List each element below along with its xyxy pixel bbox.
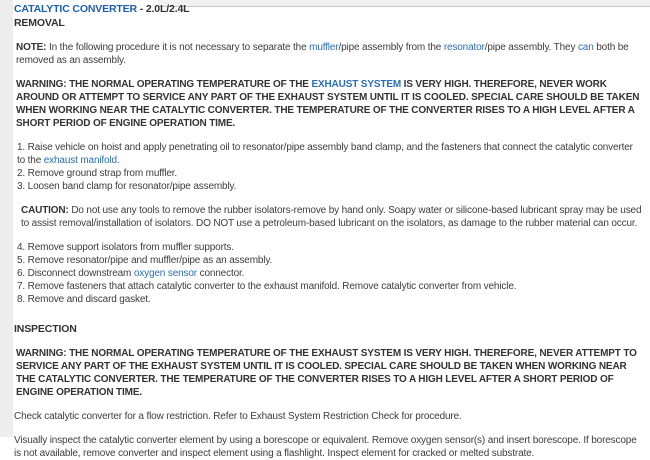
procedure-step-1 [14,141,642,167]
inline-link[interactable]: EXHAUST SYSTEM [311,79,402,90]
inline-link[interactable]: oxygen sensor [133,268,197,279]
text-run: WARNING: THE NORMAL OPERATING TEMPERATURE OF THE [16,79,312,90]
text-run: 3. Loosen band clamp for resonator/pipe assembly. [17,181,237,192]
text-run: /pipe assembly. They [484,42,578,53]
text-run: both be removed as an assembly. [16,42,629,66]
text-run: 2. Remove ground strap from muffler. [17,168,178,179]
text-run: 4. Remove support isolators from muffler supports. [17,242,234,253]
catalytic-converter-title-link[interactable]: CATALYTIC CONVERTER [14,3,137,15]
procedure-step-5 [14,254,642,267]
text-run: 5. Remove resonator/pipe and muffler/pipe as an assembly. [17,255,273,266]
text-run: connector. [196,268,245,279]
section-heading-inspection: INSPECTION [14,323,77,335]
inspection-warning-paragraph [14,347,642,399]
text-run: 1. Raise vehicle on hoist and apply penetrating oil to resonator/pipe assembly band clamp, and the fasteners that connect the catalytic converter to the [17,142,633,166]
removal-warning-paragraph [14,78,642,130]
inline-link[interactable]: exhaust manifold. [43,155,120,166]
text-run: IS VERY HIGH. THEREFORE, NEVER WORK AROUND OR ATTEMPT TO SERVICE ANY PART OF THE EXHAUST SYSTEM UNTIL IT IS COOLED. SPECIAL CARE SHOULD BE TAKEN WHEN WORKING NEAR THE CATALYTIC CONVERTER. THE TEMPERATURE OF THE CONVERTER RISES TO A HIGH LEVEL AFTER A SHORT PERIOD OF ENGINE OPERATION TIME. [16,79,640,129]
text-run: CAUTION: [21,205,69,216]
text-run: 7. Remove fasteners that attach catalytic converter to the exhaust manifold. Remove catalytic converter from vehicle. [17,281,517,292]
visual-inspection-paragraph [14,434,642,460]
inline-link[interactable]: can [577,42,594,53]
removal-steps-4-8 [14,241,642,306]
title-engine-suffix: - 2.0L/2.4L [136,3,190,15]
manual-page-content [14,2,642,460]
flow-restriction-paragraph [14,410,642,423]
inline-link[interactable]: resonator [443,42,485,53]
text-run: Visually inspect the catalytic converter element by using a borescope or equivalent. Remove oxygen sensor(s) and insert borescope. If borescope is not available, remove converter and inspect element using a flashlight. Inspect element for cracked or melted substrate. [14,435,637,459]
text-run: /pipe assembly from the [338,42,444,53]
text-run: Check catalytic converter for a flow restriction. Refer to Exhaust System Restriction Check for procedure. [14,411,462,422]
note-paragraph [14,41,642,67]
text-run: Do not use any tools to remove the rubber isolators-remove by hand only. Soapy water or silicone-based lubricant spray may be used to assist removal/installation of isolators. DO NOT use a petroleum-based lubricant on the isolators, as damage to the rubber material can occur. [21,205,642,229]
text-run: WARNING: THE NORMAL OPERATING TEMPERATURE OF THE EXHAUST SYSTEM IS VERY HIGH. THEREFORE, NEVER ATTEMPT TO SERVICE ANY PART OF THE EXHAUST SYSTEM UNTIL IT IS COOLED. SPECIAL CARE SHOULD BE TAKEN WHEN WORKING NEAR THE CATALYTIC CONVERTER. THE TEMPERATURE OF THE CONVERTER RISES TO A HIGH LEVEL AFTER A SHORT PERIOD OF ENGINE OPERATION TIME. [16,348,637,398]
text-run: In the following procedure it is not necessary to separate the [46,42,310,53]
text-run: NOTE: [16,42,47,53]
text-run: 8. Remove and discard gasket. [17,294,151,305]
procedure-step-6 [14,267,642,280]
text-run: 6. Disconnect downstream [17,268,134,279]
procedure-step-8 [14,293,642,306]
page-title [14,2,642,16]
procedure-step-3 [14,180,642,193]
procedure-step-2 [14,167,642,180]
procedure-step-7 [14,280,642,293]
procedure-step-4 [14,241,642,254]
removal-steps-1-3 [14,141,642,193]
caution-paragraph [14,204,642,230]
inline-link[interactable]: muffler [309,42,339,53]
section-heading-removal: REMOVAL [14,17,65,29]
left-gutter [0,0,13,437]
